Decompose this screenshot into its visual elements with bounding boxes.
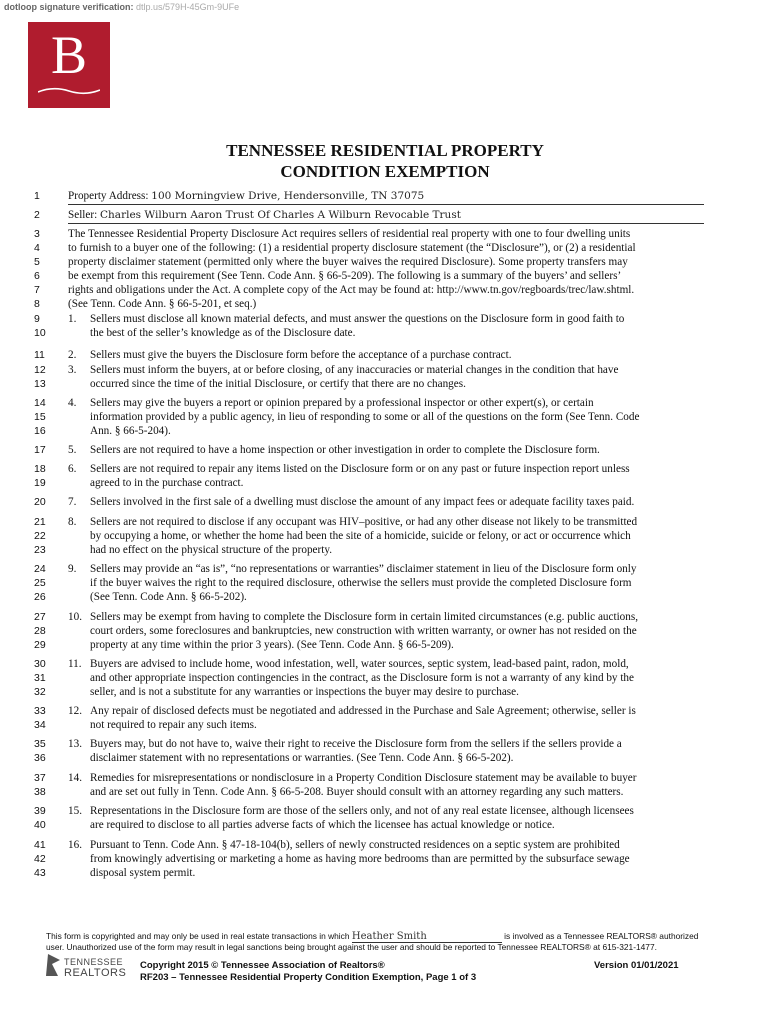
line-number: 3 bbox=[34, 228, 40, 240]
line-number: 38 bbox=[34, 786, 46, 798]
item-text: Sellers are not required to have a home inspection or other investigation in order to complete the Disclosure form. bbox=[90, 444, 600, 456]
line-number: 16 bbox=[34, 425, 46, 437]
item-text: Sellers may provide an “as is”, “no representations or warranties” disclaimer statement in lieu of the Disclosure form only bbox=[90, 563, 637, 575]
item-text: and other appropriate inspection contingencies in the contract, as the Disclosure form is not a warranty of any kind by the bbox=[90, 672, 634, 684]
line-number: 18 bbox=[34, 463, 46, 475]
item-marker: 16. bbox=[68, 839, 82, 851]
verification-label: dotloop signature verification: bbox=[4, 2, 134, 12]
intro-text: rights and obligations under the Act. A complete copy of the Act may be found at: http://www.tn.gov/regboards/trec/law.shtml. bbox=[68, 284, 635, 296]
item-text: occurred since the time of the initial Disclosure, or certify that there are no changes. bbox=[90, 378, 466, 390]
item-text: Sellers involved in the first sale of a dwelling must disclose the amount of any impact fees or adequate facility taxes paid. bbox=[90, 496, 635, 508]
line-number: 11 bbox=[34, 349, 45, 361]
line-number: 29 bbox=[34, 639, 46, 651]
line-number: 13 bbox=[34, 378, 46, 390]
signature-verification bbox=[4, 2, 239, 12]
item-marker: 12. bbox=[68, 705, 82, 717]
item-text: property at any time within the prior 3 years). (See Tenn. Code Ann. § 66-5-209). bbox=[90, 639, 454, 651]
line-number: 41 bbox=[34, 839, 46, 851]
line-number: 27 bbox=[34, 611, 46, 623]
line-number: 28 bbox=[34, 625, 46, 637]
line-number: 36 bbox=[34, 752, 46, 764]
line-number: 23 bbox=[34, 544, 46, 556]
field-value[interactable]: Charles Wilburn Aaron Trust Of Charles A Wilburn Revocable Trust bbox=[100, 209, 461, 221]
line-number: 39 bbox=[34, 805, 46, 817]
line-number: 20 bbox=[34, 496, 46, 508]
item-marker: 5. bbox=[68, 444, 77, 456]
item-marker: 1. bbox=[68, 313, 77, 325]
logo-text-bottom: REALTORS bbox=[64, 967, 127, 979]
licensee-name-field[interactable]: Heather Smith bbox=[352, 931, 502, 943]
brokerage-logo bbox=[28, 22, 110, 108]
line-number: 1 bbox=[34, 190, 40, 202]
line-number: 19 bbox=[34, 477, 46, 489]
item-marker: 6. bbox=[68, 463, 77, 475]
line-number: 4 bbox=[34, 242, 40, 254]
tennessee-realtors-logo bbox=[44, 952, 134, 980]
line-number: 26 bbox=[34, 591, 46, 603]
item-marker: 9. bbox=[68, 563, 77, 575]
item-text: Buyers are advised to include home, wood infestation, well, water sources, septic system, lead-based paint, radon, mold, bbox=[90, 658, 629, 670]
field-label: Seller: bbox=[68, 209, 98, 221]
item-text: Buyers may, but do not have to, waive their right to receive the Disclosure form from the sellers if the sellers provide a bbox=[90, 738, 622, 750]
logo-text-top: TENNESSEE bbox=[64, 957, 124, 967]
item-marker: 14. bbox=[68, 772, 82, 784]
item-text: Sellers may give the buyers a report or opinion prepared by a professional inspector or other expert(s), or certain bbox=[90, 397, 594, 409]
intro-text: property disclaimer statement (permitted only where the buyer waives the required Disclosure). Some property transfers may bbox=[68, 256, 628, 268]
footer-legal-line: user. Unauthorized use of the form may result in legal sanctions being brought against the user and should be reported to Tennessee REALTORS® at 615-321-1477. bbox=[46, 942, 657, 952]
line-number: 43 bbox=[34, 867, 46, 879]
line-number: 34 bbox=[34, 719, 46, 731]
line-number: 6 bbox=[34, 270, 40, 282]
line-number: 14 bbox=[34, 397, 46, 409]
logo-wave-icon bbox=[38, 86, 100, 96]
copyright-text: Copyright 2015 © Tennessee Association of Realtors® bbox=[140, 960, 385, 971]
item-text: from knowingly advertising or marketing a home as having more bedrooms than are permitted by the subsurface sewage bbox=[90, 853, 630, 865]
item-text: court orders, some foreclosures and bankruptcies, new construction with written warranty, or owner has not resided on the bbox=[90, 625, 637, 637]
item-text: agreed to in the purchase contract. bbox=[90, 477, 244, 489]
line-number: 21 bbox=[34, 516, 46, 528]
document-title bbox=[0, 140, 770, 182]
item-text: Pursuant to Tenn. Code Ann. § 47-18-104(b), sellers of newly constructed residences on a septic system are prohibited bbox=[90, 839, 620, 851]
intro-text: (See Tenn. Code Ann. § 66-5-201, et seq.) bbox=[68, 298, 257, 310]
item-marker: 15. bbox=[68, 805, 82, 817]
line-number: 32 bbox=[34, 686, 46, 698]
line-number: 2 bbox=[34, 209, 40, 221]
item-text: disclaimer statement with no representations or warranties. (See Tenn. Code Ann. § 66-5-202). bbox=[90, 752, 514, 764]
item-text: Sellers are not required to repair any items listed on the Disclosure form or on any past or future inspection report unless bbox=[90, 463, 630, 475]
item-marker: 2. bbox=[68, 349, 77, 361]
line-number: 35 bbox=[34, 738, 46, 750]
line-number: 7 bbox=[34, 284, 40, 296]
item-text: the best of the seller’s knowledge as of the Disclosure date. bbox=[90, 327, 356, 339]
item-text: Sellers must give the buyers the Disclosure form before the acceptance of a purchase contract. bbox=[90, 349, 512, 361]
field-property-address[interactable] bbox=[68, 189, 704, 205]
form-id-text: RF203 – Tennessee Residential Property Condition Exemption, Page 1 of 3 bbox=[140, 972, 477, 983]
item-text: Sellers may be exempt from having to complete the Disclosure form in certain limited circumstances (e.g. public auctions, bbox=[90, 611, 639, 623]
line-number: 33 bbox=[34, 705, 46, 717]
verification-link[interactable]: dtlp.us/579H-45Gm-9UFe bbox=[136, 2, 240, 12]
item-marker: 13. bbox=[68, 738, 82, 750]
line-number: 8 bbox=[34, 298, 40, 310]
intro-text: be exempt from this requirement (See Tenn. Code Ann. § 66-5-209). The following is a summary of the buyers’ and sellers’ bbox=[68, 270, 622, 282]
line-number: 37 bbox=[34, 772, 46, 784]
item-text: Representations in the Disclosure form are those of the sellers only, and not of any real estate licensee, although licensees bbox=[90, 805, 634, 817]
item-text: not required to repair any such items. bbox=[90, 719, 257, 731]
line-number: 31 bbox=[34, 672, 46, 684]
item-text: Sellers are not required to disclose if any occupant was HIV–positive, or had any other disease not likely to be transmitted bbox=[90, 516, 638, 528]
item-marker: 7. bbox=[68, 496, 77, 508]
line-number: 9 bbox=[34, 313, 40, 325]
item-marker: 4. bbox=[68, 397, 77, 409]
intro-text: The Tennessee Residential Property Disclosure Act requires sellers of residential real property with one to four dwelling units bbox=[68, 228, 631, 240]
item-text: by occupying a home, or whether the home had been the site of a homicide, suicide or felony, or act or occurrence which bbox=[90, 530, 631, 542]
item-text: disposal system permit. bbox=[90, 867, 196, 879]
line-number: 40 bbox=[34, 819, 46, 831]
line-number: 12 bbox=[34, 364, 46, 376]
item-marker: 3. bbox=[68, 364, 77, 376]
line-number: 25 bbox=[34, 577, 46, 589]
field-value[interactable]: 100 Morningview Drive, Hendersonville, TN 37075 bbox=[151, 190, 425, 202]
line-number: 5 bbox=[34, 256, 40, 268]
logo-letter: B bbox=[50, 25, 88, 85]
intro-text: to furnish to a buyer one of the following: (1) a residential property disclosure statement (the “Disclosure”), or (2) a residential bbox=[68, 242, 636, 254]
footer-post: is involved as a Tennessee REALTORS® authorized bbox=[504, 931, 699, 941]
item-text: Remedies for misrepresentations or nondisclosure in a Property Condition Disclosure statement may be available to buyer bbox=[90, 772, 637, 784]
footer-pre: This form is copyrighted and may only be used in real estate transactions in which bbox=[46, 931, 350, 941]
item-marker: 8. bbox=[68, 516, 77, 528]
line-number: 15 bbox=[34, 411, 46, 423]
version-text: Version 01/01/2021 bbox=[594, 960, 679, 971]
line-number: 24 bbox=[34, 563, 46, 575]
title-line-1: TENNESSEE RESIDENTIAL PROPERTY bbox=[226, 141, 544, 160]
item-text: and are set out fully in Tenn. Code Ann. § 66-5-208. Buyer should consult with an attorney regarding any such matters. bbox=[90, 786, 624, 798]
item-text: are required to disclose to all parties adverse facts of which the licensee has actual knowledge or notice. bbox=[90, 819, 555, 831]
item-text: seller, and is not a substitute for any warranties or inspections the buyer may desire to purchase. bbox=[90, 686, 519, 698]
item-text: information provided by a public agency, in lieu of responding to some or all of the questions on the form (See Tenn. Code bbox=[90, 411, 640, 423]
item-text: (See Tenn. Code Ann. § 66-5-202). bbox=[90, 591, 247, 603]
line-number: 17 bbox=[34, 444, 46, 456]
item-text: Any repair of disclosed defects must be negotiated and addressed in the Purchase and Sale Agreement; otherwise, seller is bbox=[90, 705, 636, 717]
item-marker: 11. bbox=[68, 658, 82, 670]
item-text: Sellers must inform the buyers, at or before closing, of any inaccuracies or material changes in the condition that have bbox=[90, 364, 619, 376]
item-marker: 10. bbox=[68, 611, 82, 623]
line-number: 22 bbox=[34, 530, 46, 542]
item-text: Sellers must disclose all known material defects, and must answer the questions on the Disclosure form in good faith to bbox=[90, 313, 625, 325]
item-text: had no effect on the physical structure of the property. bbox=[90, 544, 332, 556]
line-number: 30 bbox=[34, 658, 46, 670]
line-number: 10 bbox=[34, 327, 46, 339]
realtors-flag-icon bbox=[44, 952, 62, 978]
line-number: 42 bbox=[34, 853, 46, 865]
field-label: Property Address: bbox=[68, 190, 149, 202]
title-line-2: CONDITION EXEMPTION bbox=[280, 162, 490, 181]
item-text: Ann. § 66-5-204). bbox=[90, 425, 171, 437]
field-seller[interactable] bbox=[68, 208, 704, 224]
item-text: if the buyer waives the right to the required disclosure, otherwise the sellers must provide the completed Disclosure form bbox=[90, 577, 632, 589]
